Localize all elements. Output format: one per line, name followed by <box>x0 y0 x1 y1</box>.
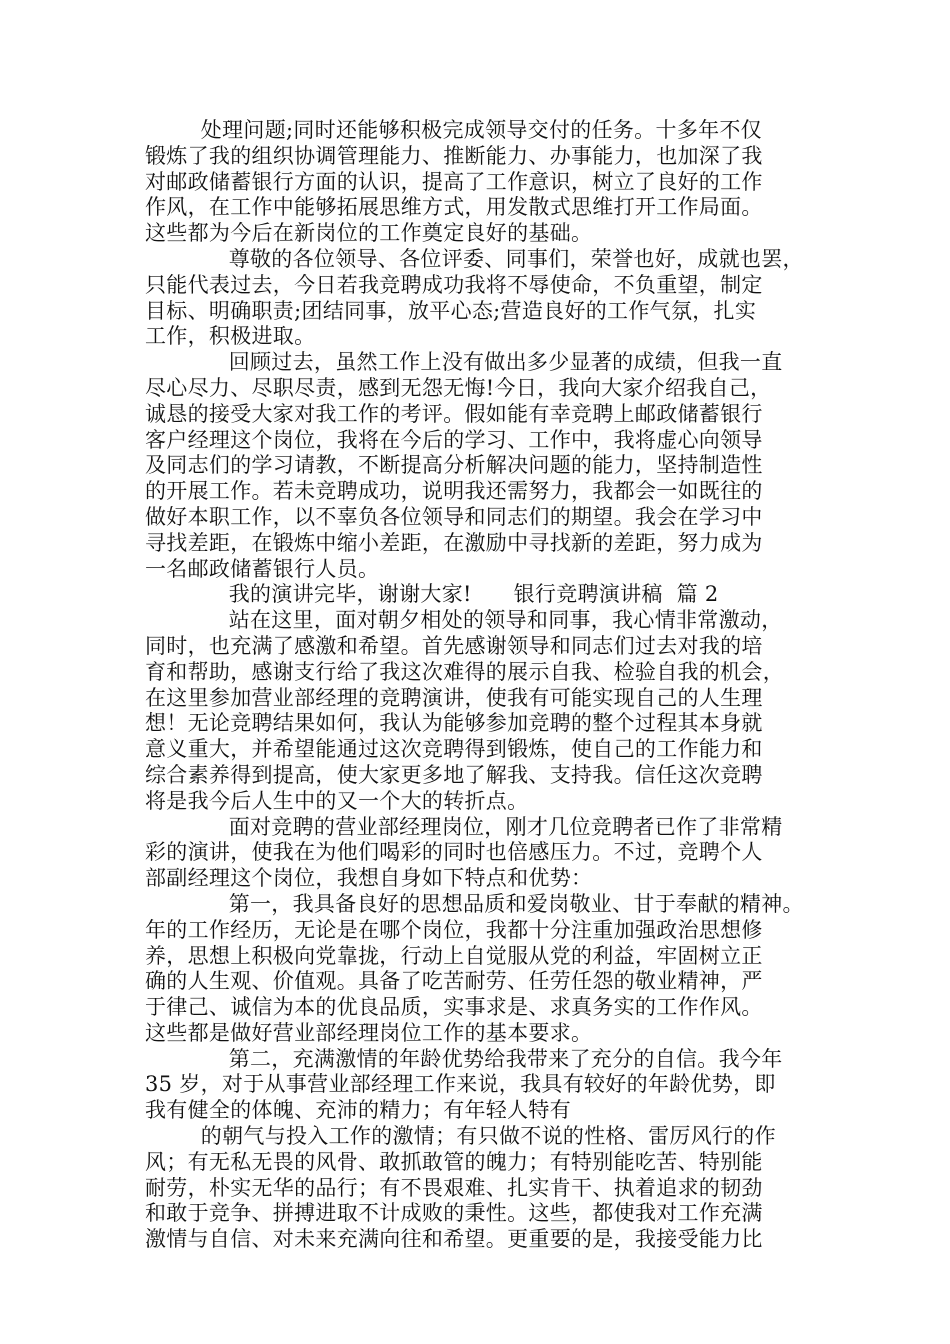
text-line: 客户经理这个岗位，我将在今后的学习、工作中，我将虚心向领导 <box>145 427 763 452</box>
text-line: 想！无论竞聘结果如何，我认为能够参加竞聘的整个过程其本身就 <box>145 711 763 736</box>
text-line: 尊敬的各位领导、各位评委、同事们，荣誉也好，成就也罢， <box>145 246 804 271</box>
text-line: 激情与自信、对未来充满向往和希望。更重要的是，我接受能力比 <box>145 1227 763 1252</box>
text-line: 这些都为今后在新岗位的工作奠定良好的基础。 <box>145 221 593 246</box>
text-line: 做好本职工作，以不辜负各位领导和同志们的期望。我会在学习中 <box>145 504 763 529</box>
text-line: 风；有无私无畏的风骨、敢抓敢管的魄力；有特别能吃苦、特别能 <box>145 1149 763 1174</box>
text-line: 及同志们的学习请教，不断提高分析解决问题的能力，坚持制造性 <box>145 453 763 478</box>
text-line: 站在这里，面对朝夕相处的领导和同事，我心情非常激动， <box>145 608 783 633</box>
text-line: 我的演讲完毕，谢谢大家! 银行竞聘演讲稿 篇 2 <box>145 582 719 607</box>
text-line: 第二，充满激情的年龄优势给我带来了充分的自信。我今年 <box>145 1046 783 1071</box>
text-line: 目标、明确职责;团结同事，放平心态;营造良好的工作气氛，扎实 <box>145 298 757 323</box>
text-line: 同时，也充满了感激和希望。首先感谢领导和同志们过去对我的培 <box>145 633 763 658</box>
text-line: 这些都是做好营业部经理岗位工作的基本要求。 <box>145 1020 593 1045</box>
text-line: 于律己、诚信为本的优良品质，实事求是、求真务实的工作作风。 <box>145 995 763 1020</box>
text-line: 35 岁，对于从事营业部经理工作来说，我具有较好的年龄优势，即 <box>145 1072 776 1097</box>
text-line: 确的人生观、价值观。具备了吃苦耐劳、任劳任怨的敬业精神，严 <box>145 969 763 994</box>
text-line: 面对竞聘的营业部经理岗位，刚才几位竞聘者已作了非常精 <box>145 814 783 839</box>
text-line: 诚恳的接受大家对我工作的考评。假如能有幸竞聘上邮政储蓄银行 <box>145 401 763 426</box>
text-line: 和敢于竞争、拼搏进取不计成败的秉性。这些，都使我对工作充满 <box>145 1201 763 1226</box>
text-line: 年的工作经历，无论是在哪个岗位，我都十分注重加强政治思想修 <box>145 917 763 942</box>
text-line: 寻找差距，在锻炼中缩小差距，在激励中寻找新的差距，努力成为 <box>145 530 763 555</box>
text-line: 一名邮政储蓄银行人员。 <box>145 556 380 581</box>
text-line: 我有健全的体魄、充沛的精力；有年轻人特有 <box>145 1098 571 1123</box>
text-line: 意义重大，并希望能通过这次竞聘得到锻炼，使自己的工作能力和 <box>145 737 763 762</box>
text-line: 工作，积极进取。 <box>145 324 316 349</box>
text-line: 耐劳，朴实无华的品行；有不畏艰难、扎实肯干、执着追求的韧劲 <box>145 1175 763 1200</box>
text-line: 在这里参加营业部经理的竞聘演讲，使我有可能实现自己的人生理 <box>145 685 763 710</box>
text-line: 回顾过去，虽然工作上没有做出多少显著的成绩，但我一直 <box>145 350 783 375</box>
text-line: 锻炼了我的组织协调管理能力、推断能力、办事能力，也加深了我 <box>145 143 763 168</box>
text-line: 作风，在工作中能够拓展思维方式，用发散式思维打开工作局面。 <box>145 195 763 220</box>
text-line: 第一，我具备良好的思想品质和爱岗敬业、甘于奉献的精神。 <box>145 891 804 916</box>
document-body <box>145 118 845 1253</box>
text-line: 养，思想上积极向党靠拢，行动上自觉服从党的利益，牢固树立正 <box>145 943 763 968</box>
text-line: 彩的演讲，使我在为他们喝彩的同时也倍感压力。不过，竞聘个人 <box>145 840 763 865</box>
text-line: 对邮政储蓄银行方面的认识，提高了工作意识，树立了良好的工作 <box>145 169 763 194</box>
text-line: 育和帮助，感谢支行给了我这次难得的展示自我、检验自我的机会， <box>145 659 784 684</box>
text-line: 的开展工作。若未竞聘成功，说明我还需努力，我都会一如既往的 <box>145 479 763 504</box>
text-line: 只能代表过去，今日若我竞聘成功我将不辱使命，不负重望，制定 <box>145 272 763 297</box>
text-line: 的朝气与投入工作的激情；有只做不说的性格、雷厉风行的作 <box>145 1124 776 1149</box>
text-line: 综合素养得到提高，使大家更多地了解我、支持我。信任这次竞聘 <box>145 762 763 787</box>
text-line: 尽心尽力、尽职尽责，感到无怨无悔!今日，我向大家介绍我自己， <box>145 375 772 400</box>
text-line: 将是我今后人生中的又一个大的转折点。 <box>145 788 529 813</box>
text-line: 部副经理这个岗位，我想自身如下特点和优势： <box>145 866 593 891</box>
text-line: 处理问题;同时还能够积极完成领导交付的任务。十多年不仅 <box>145 118 762 142</box>
